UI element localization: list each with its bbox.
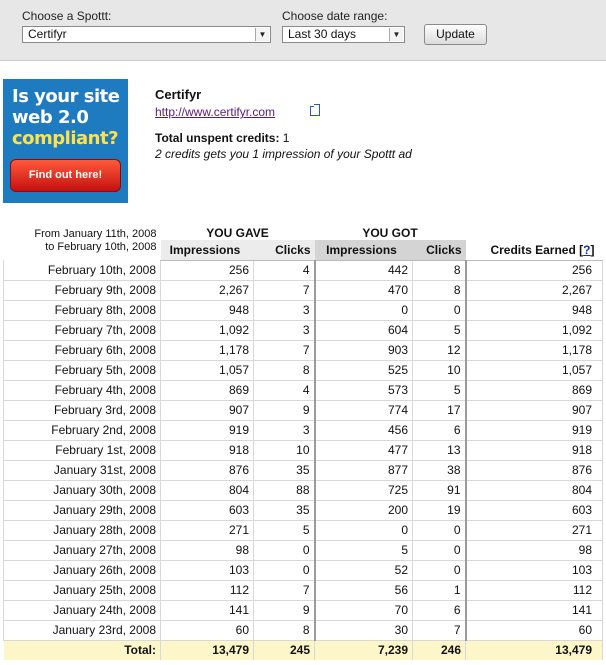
credits-note: 2 credits gets you 1 impression of your Spottt ad — [155, 147, 412, 161]
credits-earned: 948 — [466, 300, 603, 320]
got-impressions: 573 — [315, 380, 413, 400]
credits-value: 1 — [282, 131, 290, 145]
gave-clicks: 4 — [254, 380, 315, 400]
got-impressions: 0 — [315, 300, 413, 320]
gave-impressions: 1,057 — [161, 360, 254, 380]
spottt-select-value: Certifyr — [28, 27, 67, 41]
gave-impressions: 918 — [161, 440, 254, 460]
ad-headline — [12, 86, 127, 149]
got-impressions: 30 — [315, 620, 413, 640]
gave-impressions: 919 — [161, 420, 254, 440]
got-impressions: 877 — [315, 460, 413, 480]
row-date: February 3rd, 2008 — [4, 400, 161, 420]
totals-row — [4, 640, 603, 660]
ad-line-1: Is your site — [12, 86, 120, 107]
got-clicks: 0 — [413, 560, 466, 580]
table-row — [4, 380, 603, 400]
got-clicks: 0 — [413, 540, 466, 560]
gave-impressions: 98 — [161, 540, 254, 560]
row-date: February 1st, 2008 — [4, 440, 161, 460]
got-clicks: 38 — [413, 460, 466, 480]
got-impressions: 725 — [315, 480, 413, 500]
ad-cta-button[interactable]: Find out here! — [10, 159, 121, 192]
table-row — [4, 600, 603, 620]
credits-earned: 112 — [466, 580, 603, 600]
got-clicks: 91 — [413, 480, 466, 500]
update-button[interactable]: Update — [424, 24, 487, 45]
row-date: January 29th, 2008 — [4, 500, 161, 520]
got-impressions-header: Impressions — [315, 240, 413, 260]
table-row — [4, 320, 603, 340]
credits-earned: 918 — [466, 440, 603, 460]
credits-earned: 1,178 — [466, 340, 603, 360]
totals-label: Total: — [4, 640, 161, 660]
credits-earned: 876 — [466, 460, 603, 480]
gave-clicks-header: Clicks — [254, 240, 315, 260]
got-clicks: 12 — [413, 340, 466, 360]
gave-impressions: 907 — [161, 400, 254, 420]
got-impressions: 525 — [315, 360, 413, 380]
got-impressions: 200 — [315, 500, 413, 520]
site-url-link[interactable]: http://www.certifyr.com — [155, 105, 276, 119]
got-clicks: 0 — [413, 520, 466, 540]
row-date: January 26th, 2008 — [4, 560, 161, 580]
row-date: February 5th, 2008 — [4, 360, 161, 380]
credits-earned: 60 — [466, 620, 603, 640]
table-row — [4, 360, 603, 380]
got-impressions: 0 — [315, 520, 413, 540]
credits-earned: 804 — [466, 480, 603, 500]
credits-earned: 1,057 — [466, 360, 603, 380]
row-date: February 8th, 2008 — [4, 300, 161, 320]
row-date: January 31st, 2008 — [4, 460, 161, 480]
got-clicks-header: Clicks — [413, 240, 466, 260]
credits-earned: 2,267 — [466, 280, 603, 300]
got-impressions: 5 — [315, 540, 413, 560]
got-clicks: 8 — [413, 260, 466, 280]
got-impressions: 903 — [315, 340, 413, 360]
credits-earned: 141 — [466, 600, 603, 620]
totals-got-impressions: 7,239 — [315, 640, 413, 660]
table-row — [4, 400, 603, 420]
gave-clicks: 35 — [254, 500, 315, 520]
table-row — [4, 280, 603, 300]
table-row — [4, 620, 603, 640]
credits-earned-close: ] — [590, 242, 595, 257]
table-row — [4, 480, 603, 500]
credits-earned: 271 — [466, 520, 603, 540]
got-clicks: 5 — [413, 320, 466, 340]
gave-impressions: 876 — [161, 460, 254, 480]
gave-clicks: 35 — [254, 460, 315, 480]
row-date: January 28th, 2008 — [4, 520, 161, 540]
gave-impressions: 948 — [161, 300, 254, 320]
filter-bar — [0, 0, 606, 61]
row-date: January 27th, 2008 — [4, 540, 161, 560]
gave-clicks: 3 — [254, 420, 315, 440]
gave-impressions: 256 — [161, 260, 254, 280]
gave-clicks: 9 — [254, 400, 315, 420]
table-row — [4, 500, 603, 520]
row-date: February 9th, 2008 — [4, 280, 161, 300]
credits-earned: 1,092 — [466, 320, 603, 340]
table-row — [4, 260, 603, 280]
spottt-label: Choose a Spottt: — [22, 9, 112, 23]
period-line-2: to February 10th, 2008 — [45, 241, 157, 253]
row-date: February 4th, 2008 — [4, 380, 161, 400]
gave-clicks: 3 — [254, 300, 315, 320]
credits-earned: 907 — [466, 400, 603, 420]
unspent-credits — [155, 131, 289, 145]
date-range-label: Choose date range: — [282, 9, 388, 23]
table-row — [4, 440, 603, 460]
gave-clicks: 5 — [254, 520, 315, 540]
date-range-select-value: Last 30 days — [288, 27, 357, 41]
credits-earned: 603 — [466, 500, 603, 520]
got-impressions: 604 — [315, 320, 413, 340]
credits-earned: 256 — [466, 260, 603, 280]
date-range-period — [4, 222, 161, 260]
table-row — [4, 340, 603, 360]
gave-clicks: 7 — [254, 340, 315, 360]
row-date: February 2nd, 2008 — [4, 420, 161, 440]
row-date: January 30th, 2008 — [4, 480, 161, 500]
gave-clicks: 8 — [254, 360, 315, 380]
got-impressions: 456 — [315, 420, 413, 440]
gave-clicks: 7 — [254, 580, 315, 600]
row-date: February 10th, 2008 — [4, 260, 161, 280]
you-got-header: YOU GOT — [362, 226, 418, 240]
ad-line-2: web 2.0 — [12, 107, 89, 128]
ad-line-3: compliant? — [12, 128, 119, 149]
gave-impressions: 271 — [161, 520, 254, 540]
got-clicks: 10 — [413, 360, 466, 380]
period-line-1: From January 11th, 2008 — [34, 228, 157, 240]
totals-got-clicks: 246 — [413, 640, 466, 660]
gave-impressions-header: Impressions — [161, 240, 254, 260]
spottt-select[interactable] — [22, 26, 271, 43]
table-row — [4, 580, 603, 600]
credits-earned: 98 — [466, 540, 603, 560]
got-impressions: 477 — [315, 440, 413, 460]
table-row — [4, 420, 603, 440]
table-row — [4, 560, 603, 580]
got-impressions: 774 — [315, 400, 413, 420]
gave-clicks: 8 — [254, 620, 315, 640]
site-name: Certifyr — [155, 87, 202, 102]
gave-clicks: 0 — [254, 560, 315, 580]
got-clicks: 6 — [413, 600, 466, 620]
gave-impressions: 1,092 — [161, 320, 254, 340]
gave-impressions: 869 — [161, 380, 254, 400]
totals-credits: 13,479 — [466, 640, 603, 660]
gave-clicks: 0 — [254, 540, 315, 560]
gave-clicks: 7 — [254, 280, 315, 300]
got-clicks: 0 — [413, 300, 466, 320]
got-clicks: 19 — [413, 500, 466, 520]
got-impressions: 52 — [315, 560, 413, 580]
got-impressions: 442 — [315, 260, 413, 280]
row-date: February 6th, 2008 — [4, 340, 161, 360]
credits-earned-label: Credits Earned [ — [490, 242, 584, 257]
got-clicks: 17 — [413, 400, 466, 420]
chevron-down-icon[interactable]: ▼ — [255, 28, 269, 41]
got-clicks: 8 — [413, 280, 466, 300]
got-clicks: 7 — [413, 620, 466, 640]
row-date: January 24th, 2008 — [4, 600, 161, 620]
gave-impressions: 141 — [161, 600, 254, 620]
credits-earned: 103 — [466, 560, 603, 580]
gave-clicks: 9 — [254, 600, 315, 620]
gave-clicks: 3 — [254, 320, 315, 340]
credits-label: Total unspent credits: — [155, 131, 280, 145]
spottt-ad-banner[interactable] — [3, 79, 128, 203]
gave-clicks: 10 — [254, 440, 315, 460]
totals-gave-impressions: 13,479 — [161, 640, 254, 660]
gave-impressions: 60 — [161, 620, 254, 640]
chevron-down-icon[interactable]: ▼ — [389, 28, 403, 41]
credits-earned: 869 — [466, 380, 603, 400]
gave-impressions: 103 — [161, 560, 254, 580]
row-date: January 23rd, 2008 — [4, 620, 161, 640]
table-row — [4, 540, 603, 560]
table-row — [4, 460, 603, 480]
got-impressions: 70 — [315, 600, 413, 620]
got-clicks: 6 — [413, 420, 466, 440]
stats-table — [3, 222, 603, 660]
got-clicks: 13 — [413, 440, 466, 460]
you-gave-header: YOU GAVE — [206, 226, 269, 240]
totals-gave-clicks: 245 — [254, 640, 315, 660]
row-date: January 25th, 2008 — [4, 580, 161, 600]
got-clicks: 5 — [413, 380, 466, 400]
gave-impressions: 804 — [161, 480, 254, 500]
gave-clicks: 4 — [254, 260, 315, 280]
gave-clicks: 88 — [254, 480, 315, 500]
table-row — [4, 300, 603, 320]
external-link-icon[interactable] — [310, 106, 320, 116]
row-date: February 7th, 2008 — [4, 320, 161, 340]
credits-earned: 919 — [466, 420, 603, 440]
gave-impressions: 2,267 — [161, 280, 254, 300]
credits-earned-header — [466, 240, 603, 260]
gave-impressions: 603 — [161, 500, 254, 520]
gave-impressions: 1,178 — [161, 340, 254, 360]
got-clicks: 1 — [413, 580, 466, 600]
help-link[interactable]: ? — [583, 242, 591, 257]
table-row — [4, 520, 603, 540]
date-range-select[interactable] — [282, 26, 405, 43]
gave-impressions: 112 — [161, 580, 254, 600]
got-impressions: 470 — [315, 280, 413, 300]
got-impressions: 56 — [315, 580, 413, 600]
